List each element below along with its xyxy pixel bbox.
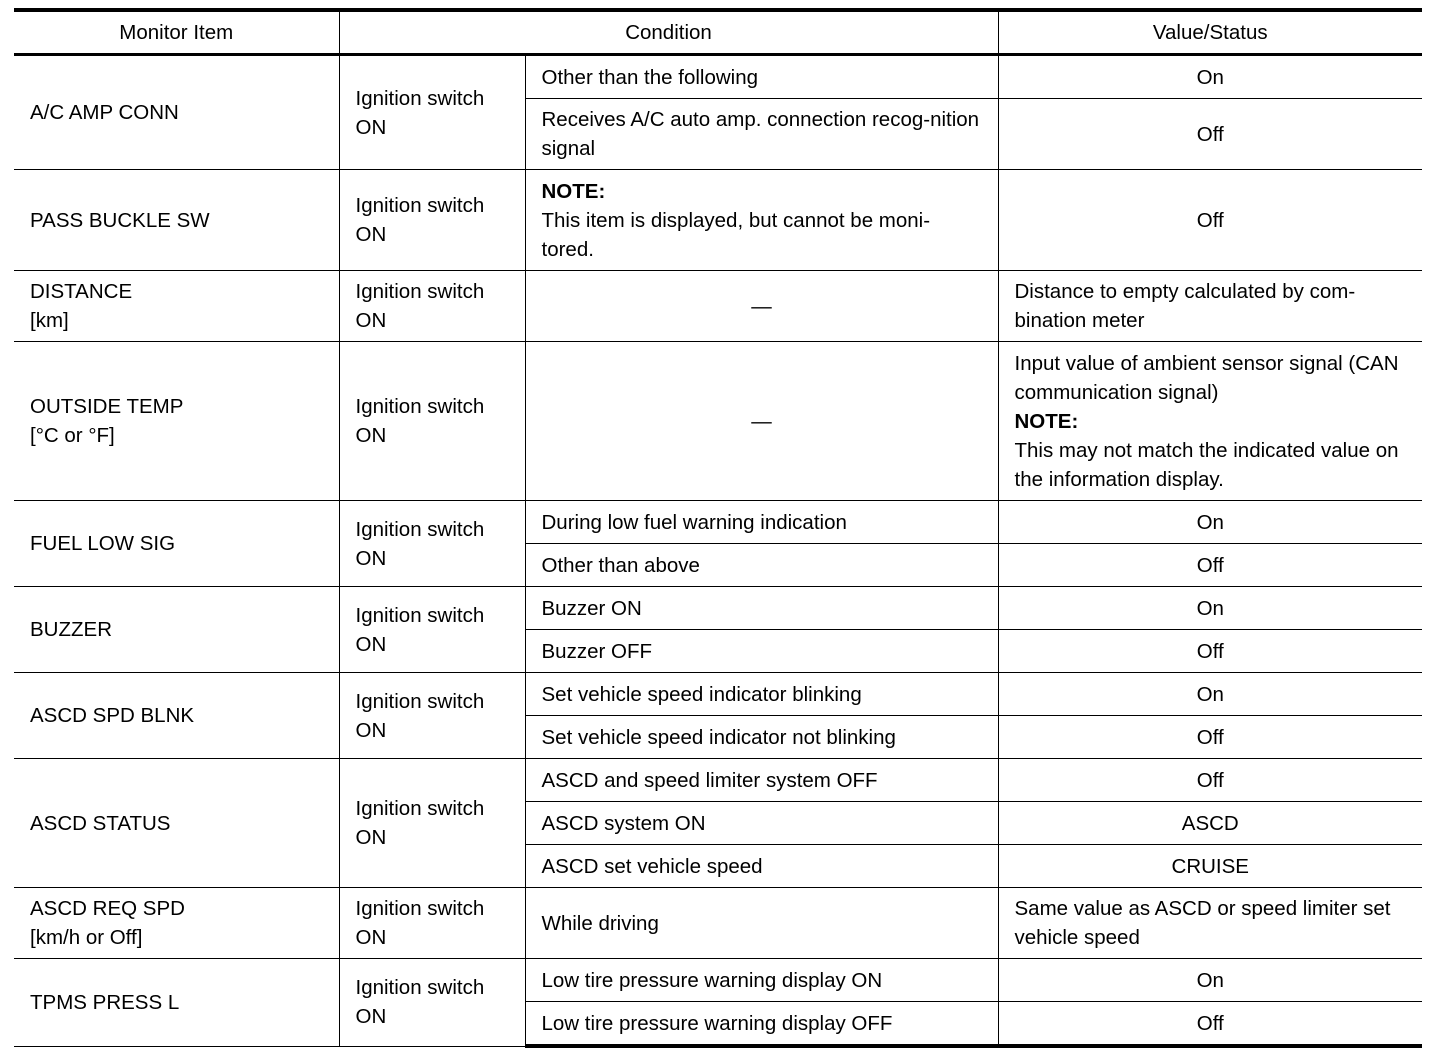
value-cell: Off (998, 99, 1422, 170)
value-cell: Off (998, 759, 1422, 802)
condition-cell: Set vehicle speed indicator blinking (525, 673, 998, 716)
table-row (14, 587, 1422, 630)
value-text: Input value of ambient sensor signal (CAN communication signal) (1014, 351, 1399, 404)
monitor-item-name: DISTANCE (30, 280, 133, 303)
value-cell: Off (998, 544, 1422, 587)
condition-cell: Low tire pressure warning display OFF (525, 1002, 998, 1047)
ignition-cell: Ignition switch ON (339, 888, 525, 959)
ignition-cell: Ignition switch ON (339, 501, 525, 587)
table-row (14, 170, 1422, 271)
condition-cell (525, 170, 998, 271)
ignition-cell: Ignition switch ON (339, 55, 525, 170)
value-cell: Off (998, 1002, 1422, 1047)
condition-cell: During low fuel warning indication (525, 501, 998, 544)
ignition-cell: Ignition switch ON (339, 170, 525, 271)
value-cell: On (998, 673, 1422, 716)
ignition-cell: Ignition switch ON (339, 673, 525, 759)
ignition-cell: Ignition switch ON (339, 959, 525, 1047)
condition-cell: Other than the following (525, 55, 998, 99)
condition-cell: Low tire pressure warning display ON (525, 959, 998, 1002)
value-cell: Off (998, 170, 1422, 271)
condition-cell: While driving (525, 888, 998, 959)
table-row (14, 342, 1422, 501)
monitor-item-table (14, 8, 1422, 1048)
monitor-item-name: ASCD REQ SPD (30, 897, 185, 920)
monitor-item-cell: A/C AMP CONN (14, 55, 339, 170)
table-row (14, 759, 1422, 802)
ignition-cell: Ignition switch ON (339, 271, 525, 342)
condition-cell: — (525, 342, 998, 501)
note-text: This may not match the indicated value on the information display. (1014, 438, 1399, 491)
value-cell (998, 342, 1422, 501)
table-row (14, 888, 1422, 959)
value-cell: On (998, 587, 1422, 630)
condition-cell: Receives A/C auto amp. connection recog-nition signal (525, 99, 998, 170)
header-condition: Condition (339, 10, 998, 55)
value-cell: CRUISE (998, 845, 1422, 888)
value-cell: On (998, 959, 1422, 1002)
monitor-item-cell: PASS BUCKLE SW (14, 170, 339, 271)
monitor-item-name: OUTSIDE TEMP (30, 395, 184, 418)
value-cell: Distance to empty calculated by com-bination meter (998, 271, 1422, 342)
table-row (14, 673, 1422, 716)
table-header-row (14, 10, 1422, 55)
monitor-item-cell: TPMS PRESS L (14, 959, 339, 1047)
ignition-cell: Ignition switch ON (339, 759, 525, 888)
monitor-item-unit: [°C or °F] (30, 424, 115, 447)
condition-cell: ASCD system ON (525, 802, 998, 845)
table-row (14, 959, 1422, 1002)
condition-cell: Set vehicle speed indicator not blinking (525, 716, 998, 759)
monitor-item-unit: [km/h or Off] (30, 926, 143, 949)
table-row (14, 501, 1422, 544)
monitor-item-cell (14, 888, 339, 959)
note-text: This item is displayed, but cannot be moni-tored. (541, 208, 931, 261)
header-monitor-item: Monitor Item (14, 10, 339, 55)
table-row (14, 271, 1422, 342)
ignition-cell: Ignition switch ON (339, 342, 525, 501)
value-cell: Off (998, 630, 1422, 673)
condition-cell: Buzzer OFF (525, 630, 998, 673)
header-value-status: Value/Status (998, 10, 1422, 55)
note-label: NOTE: (541, 179, 606, 203)
ignition-cell: Ignition switch ON (339, 587, 525, 673)
monitor-item-cell: BUZZER (14, 587, 339, 673)
value-cell: On (998, 55, 1422, 99)
value-cell: Same value as ASCD or speed limiter set vehicle speed (998, 888, 1422, 959)
condition-cell: ASCD and speed limiter system OFF (525, 759, 998, 802)
condition-cell: ASCD set vehicle speed (525, 845, 998, 888)
value-cell: On (998, 501, 1422, 544)
value-cell: ASCD (998, 802, 1422, 845)
condition-cell: — (525, 271, 998, 342)
monitor-item-cell: FUEL LOW SIG (14, 501, 339, 587)
monitor-item-cell (14, 271, 339, 342)
monitor-item-cell (14, 342, 339, 501)
note-label: NOTE: (1014, 409, 1079, 433)
monitor-item-cell: ASCD STATUS (14, 759, 339, 888)
monitor-item-unit: [km] (30, 309, 69, 332)
value-cell: Off (998, 716, 1422, 759)
condition-cell: Other than above (525, 544, 998, 587)
table-row (14, 55, 1422, 99)
monitor-item-cell: ASCD SPD BLNK (14, 673, 339, 759)
condition-cell: Buzzer ON (525, 587, 998, 630)
